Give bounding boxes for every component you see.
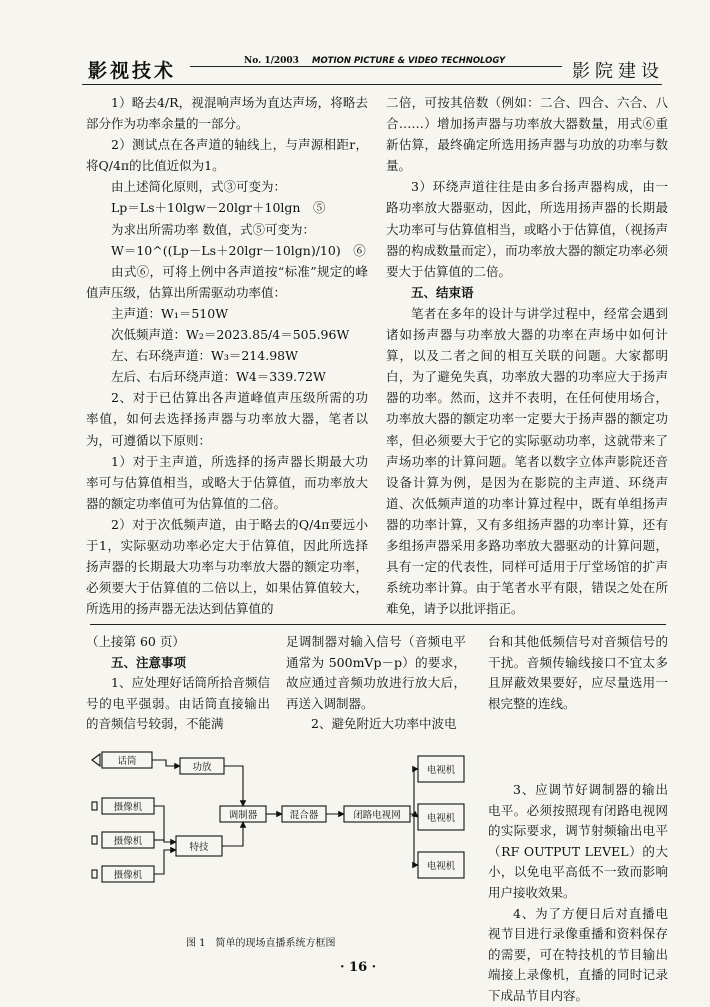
power-value: 左后、右后环绕声道：W4＝339.72W xyxy=(111,369,326,385)
diagram-label: 摄像机 xyxy=(113,870,143,881)
section-title: 影院建设 xyxy=(572,61,664,82)
paragraph: 3）环绕声道往往是由多台扬声器构成，由一路功率放大器驱动，因此，所选用扬声器的长期最大功率可与估算值相当，或略小于估算值，（视扬声器的构成数量而定），而功率放大器的额定功率必须要大于估算值的二倍。 xyxy=(386,179,668,279)
paragraph: 二倍，可按其倍数（例如：二合、四合、六合、八合……）增加扬声器与功率放大器数量，用式⑥重新估算，最终确定所选用扬声器与功放的功率与数量。 xyxy=(386,95,668,174)
formula-6: W＝10^((Lp－Ls＋20lgr－10lgn)/10) ⑥ xyxy=(111,242,366,258)
diagram-label: 摄像机 xyxy=(113,836,143,847)
figure-caption: 图 1 简单的现场直播系统方框图 xyxy=(186,938,336,949)
diagram-label: 调制器 xyxy=(228,810,258,821)
power-value: 左、右环绕声道：W₃＝214.98W xyxy=(111,348,298,364)
diagram-label: 闭路电视网 xyxy=(353,810,401,821)
paragraph: 1）略去4/R，视混响声场为直达声场，将略去部分作为功率余量的一部分。 xyxy=(86,95,368,132)
diagram-label: 话筒 xyxy=(117,756,137,767)
diagram-label: 电视机 xyxy=(426,813,456,824)
paragraph: 1、应处理好话筒所拾音频信号的电平强弱。由话筒直接输出的音频信号较弱，不能满 xyxy=(86,675,270,732)
header-rule-bottom xyxy=(82,84,662,85)
paragraph: 由上述简化原则，式③可变为： xyxy=(111,179,287,195)
page-number: · 16 · xyxy=(340,960,377,975)
power-value: 次低频声道：W₂＝2023.85/4＝505.96W xyxy=(111,327,350,343)
bottom-column-3 xyxy=(488,632,668,714)
paragraph: 笔者在多年的设计与讲学过程中，经常会遇到诸如扬声器与功率放大器的功率在声场中如何计算，以及二者之间的相互关联的问题。大家都明白，为了避免失真，功率放大器的功率应大于扬声器的功率。然而，这并不表明，在任何使用场合，功率放大器的额定功率一定要大于扬声器的额定功率，但必须要大于它的实际驱动功率，这就带来了声场功率的计算问题。笔者以数字立体声影院还音设备计算为例，是因为在影院的主声道、环绕声道、次低频声道的功率计算过程中，既有单组扬声器的功率计算，又有多组扬声器的功率计算，还有多组扬声器采用多路功率放大器驱动的计算问题，具有一定的代表性，同样可适用于厅堂场馆的扩声系统功率计算。由于笔者水平有限，错误之处在所难免，请予以批评指正。 xyxy=(386,305,668,617)
section-divider xyxy=(90,624,666,625)
paragraph: 由式⑥，可将上例中各声道按“标准”规定的峰值声压级，估算出所需驱动功率值： xyxy=(86,263,368,300)
issue-number: No. 1/2003 xyxy=(244,56,299,66)
camera-icon xyxy=(92,870,97,878)
journal-english-title: MOTION PICTURE & VIDEO TECHNOLOGY xyxy=(312,56,506,66)
paragraph: 1）对于主声道，所选择的扬声器长期最大功率可与估算值相当，或略大于估算值，而功率放大器的额定功率值可为估算值的二倍。 xyxy=(86,453,368,511)
diagram-label: 功放 xyxy=(192,762,212,773)
continued-note: （上接第 60 页） xyxy=(86,634,185,649)
diagram-label: 电视机 xyxy=(426,861,456,872)
section-heading: 五、注意事项 xyxy=(111,654,187,670)
paragraph: 为求出所需功率 数值，式⑤可变为： xyxy=(111,221,315,237)
paragraph: 2、避免附近大功率中波电 xyxy=(311,716,457,732)
left-column xyxy=(86,92,368,619)
section-heading: 五、结束语 xyxy=(411,284,474,300)
paragraph: 3、应调节好调制器的输出电平。必须按照现有闭路电视网的实际要求，调节射频输出电平（RF OUTPUT LEVEL）的大小，以免电平高低不一致而影响用户接收效果。 xyxy=(488,782,668,900)
right-column xyxy=(386,92,668,619)
paragraph: 足调制器对输入信号（音频电平通常为 500mVp－p）的要求，故应通过音频功放进行放大后，再送入调制器。 xyxy=(286,634,466,711)
camera-icon xyxy=(92,802,97,810)
paragraph: 4、为了方便日后对直播电视节目进行录像重播和资料保存的需要，可在特技机的节目输出端接上录像机，直播的同时记录下成品节目内容。 xyxy=(488,905,668,1003)
diagram-label: 电视机 xyxy=(426,765,456,776)
journal-title: 影视技术 xyxy=(88,60,177,82)
paragraph: 2、对于已估算出各声道峰值声压级所需的功率值，如何去选择扬声器与功率放大器，笔者以为，可遵循以下原则： xyxy=(86,390,368,448)
diagram-label: 混合器 xyxy=(289,810,319,821)
bottom-column-3-lower xyxy=(488,780,668,1007)
bottom-column-2 xyxy=(286,632,466,735)
paragraph: 2）对于次低频声道，由于略去的Q/4π要远小于1，实际驱动功率必定大于估算值，因此所选择扬声器的长期最大功率与功率放大器的额定功率，必须要大于估算值的二倍以上，如果估算值较大，所选用的扬声器无法达到估算值的 xyxy=(86,516,368,617)
camera-icon xyxy=(92,836,97,844)
formula-5: Lp＝Ls＋10lgw－20lgr＋10lgn ⑤ xyxy=(111,200,326,216)
diagram-label: 摄像机 xyxy=(113,802,143,813)
diagram-label: 特技 xyxy=(189,842,209,853)
paragraph: 2）测试点在各声道的轴线上，与声源相距r，将Q/4π的比值近似为1。 xyxy=(86,137,368,174)
broadcast-system-diagram xyxy=(86,742,476,900)
microphone-icon xyxy=(92,754,100,766)
bottom-column-1 xyxy=(86,632,270,735)
paragraph: 台和其他低频信号对音频信号的干扰。音频传输线接口不宜太多且屏蔽效果要好，应尽量选用一根完整的连线。 xyxy=(488,634,668,711)
power-value: 主声道：W₁＝510W xyxy=(111,305,229,321)
header-rule xyxy=(190,66,562,67)
